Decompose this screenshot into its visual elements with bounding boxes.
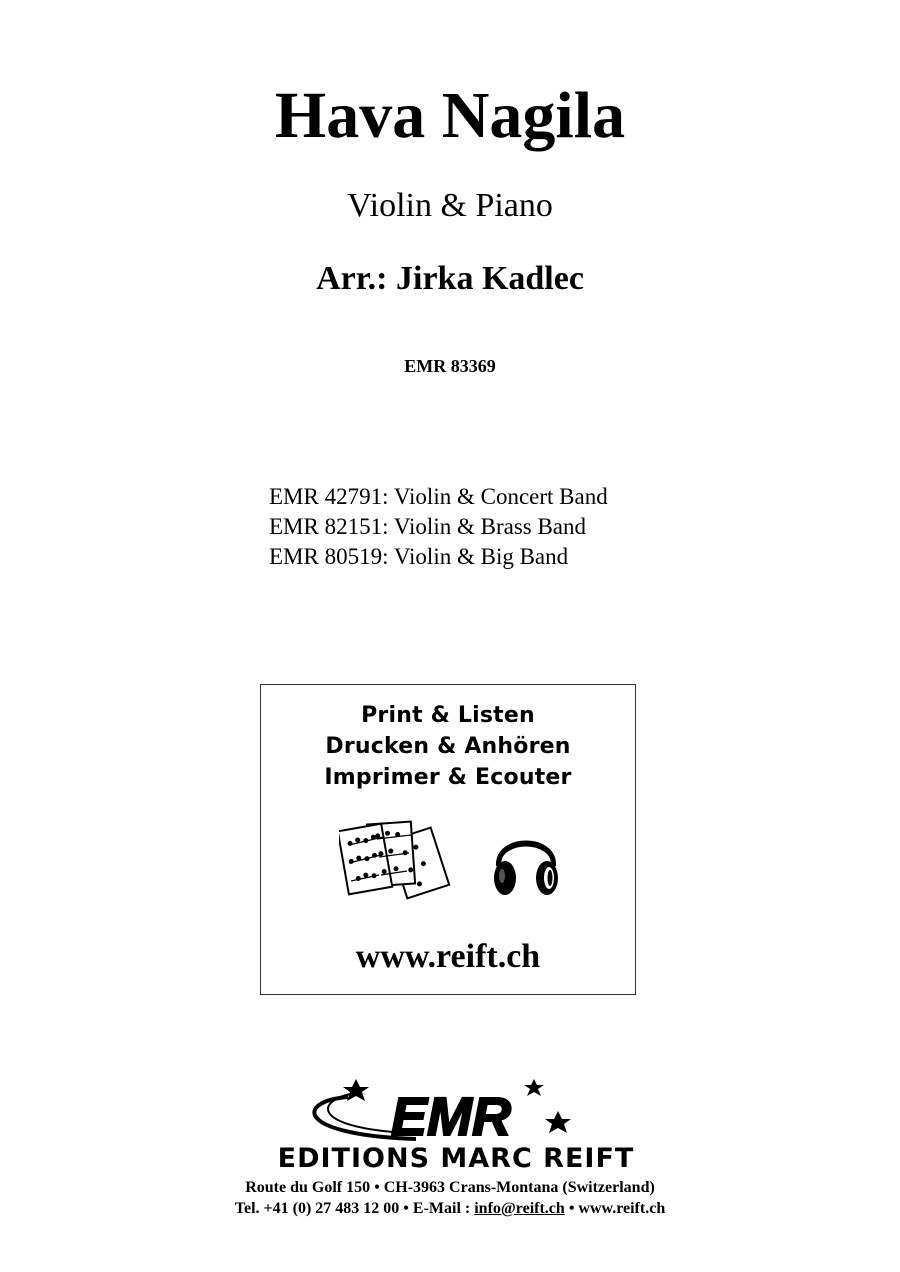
- edition-item: EMR 82151: Violin & Brass Band: [269, 514, 587, 539]
- promo-line-fr: Imprimer & Ecouter: [324, 765, 572, 790]
- sheet-music-icon: [339, 817, 469, 909]
- arranger: Arr.: Jirka Kadlec: [316, 260, 584, 297]
- catalog-number: EMR 83369: [404, 356, 496, 376]
- publisher-name: EDITIONS MARC REIFT: [277, 1143, 635, 1171]
- edition-item: EMR 80519: Violin & Big Band: [269, 544, 569, 569]
- web-text: • www.reift.ch: [564, 1200, 666, 1217]
- print-listen-box: [260, 684, 636, 995]
- website-url[interactable]: www.reift.ch: [355, 938, 541, 975]
- promo-line-en: Print & Listen: [361, 703, 535, 728]
- instrumentation: Violin & Piano: [347, 187, 553, 224]
- publisher-contact: [0, 1198, 900, 1219]
- email-link[interactable]: info@reift.ch: [474, 1200, 565, 1217]
- phone-text: Tel. +41 (0) 27 483 12 00 • E-Mail :: [234, 1200, 475, 1217]
- emr-logo: [236, 1075, 676, 1171]
- edition-item: EMR 42791: Violin & Concert Band: [269, 484, 608, 509]
- headphones-icon: [491, 822, 561, 898]
- other-editions-list: [269, 482, 608, 572]
- page-title: Hava Nagila: [274, 79, 626, 152]
- publisher-address: Route du Golf 150 • CH-3963 Crans-Montana (Switzerland): [245, 1179, 655, 1196]
- promo-line-de: Drucken & Anhören: [325, 734, 571, 759]
- emr-logo-text: EMR: [391, 1087, 511, 1147]
